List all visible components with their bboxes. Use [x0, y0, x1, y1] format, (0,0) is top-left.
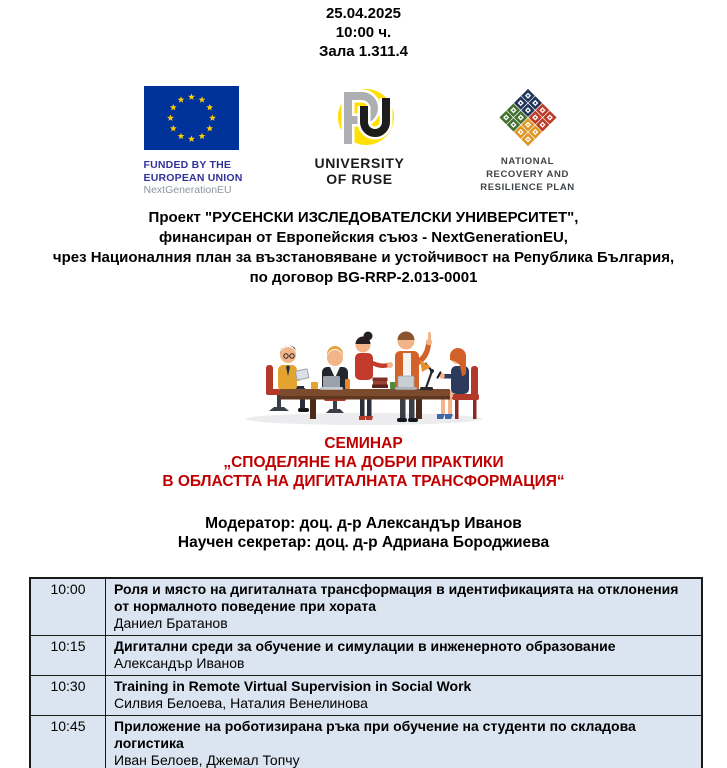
event-time: 10:00 ч. — [335, 24, 392, 41]
university-caption-line2: OF RUSE — [326, 171, 393, 187]
eu-flag-icon — [144, 86, 239, 150]
event-date: 25.04.2025 — [325, 5, 402, 22]
schedule-table — [29, 577, 703, 768]
seminar-title-line2: В ОБЛАСТТА НА ДИГИТАЛНАТА ТРАНСФОРМАЦИЯ“ — [162, 473, 565, 490]
university-of-ruse-emblem-icon — [308, 86, 412, 150]
project-line4: по договор BG-RRP-2.013-0001 — [249, 269, 478, 286]
project-description — [0, 208, 727, 288]
project-line1: Проект "РУСЕНСКИ ИЗСЛЕДОВАТЕЛСКИ УНИВЕРСИТЕТ", — [148, 209, 579, 226]
talk-title: Дигитални среди за обучение и симулации в инженерното образование — [114, 638, 616, 654]
schedule-table-wrap — [29, 577, 703, 768]
logos-row — [0, 86, 727, 197]
seminar-label: СЕМИНАР — [324, 435, 403, 452]
seminar-title-line1: „СПОДЕЛЯНЕ НА ДОБРИ ПРАКТИКИ — [223, 454, 504, 471]
moderator-line: Модератор: доц. д-р Александър Иванов — [205, 515, 522, 532]
talk-speakers: Даниел Братанов — [114, 615, 228, 631]
recovery-caption-line1: NATIONAL — [500, 156, 555, 167]
talk-cell — [106, 578, 703, 636]
table-row — [30, 578, 702, 636]
talk-speakers: Александър Иванов — [114, 655, 245, 671]
eu-subcaption: NextGenerationEU — [143, 184, 232, 196]
event-room: Зала 1.311.4 — [319, 43, 408, 60]
university-of-ruse-logo — [304, 86, 416, 187]
recovery-plan-logo — [472, 86, 584, 194]
eu-caption-line1: FUNDED BY THE — [143, 159, 232, 171]
table-row — [30, 636, 702, 676]
table-row — [30, 716, 702, 768]
talk-speakers: Иван Белоев, Джемал Топчу — [114, 752, 300, 768]
event-datetime-block — [0, 4, 727, 61]
talk-time: 10:45 — [30, 716, 106, 768]
university-caption-line1: UNIVERSITY — [314, 155, 405, 171]
recovery-caption-line2: RECOVERY AND — [486, 169, 569, 180]
team-meeting-illustration — [224, 310, 504, 433]
recovery-plan-emblem-icon — [478, 86, 578, 150]
talk-time: 10:30 — [30, 676, 106, 716]
talk-speakers: Силвия Белоева, Наталия Венелинова — [114, 695, 368, 711]
talk-cell — [106, 636, 703, 676]
talk-cell — [106, 676, 703, 716]
talk-time: 10:00 — [30, 578, 106, 636]
talk-title: Роля и място на дигиталната трансформация в идентификацията на отклонения от нормалното поведение при хората — [114, 581, 679, 614]
talk-title: Приложение на роботизирана ръка при обучение на студенти по складова логистика — [114, 718, 636, 751]
recovery-caption-line3: RESILIENCE PLAN — [480, 182, 575, 193]
project-line2: финансиран от Европейския съюз - NextGenerationEU, — [159, 229, 568, 246]
talk-time: 10:15 — [30, 636, 106, 676]
eu-caption-line2: EUROPEAN UNION — [143, 171, 243, 184]
seminar-title-block — [0, 434, 727, 491]
eu-funding-logo — [144, 86, 248, 197]
organizers-block — [0, 514, 727, 552]
project-line3: чрез Националния план за възстановяване и устойчивост на Република България, — [52, 249, 675, 266]
talk-title: Training in Remote Virtual Supervision in Social Work — [114, 678, 472, 694]
secretary-line: Научен секретар: доц. д-р Адриана Бороджиева — [177, 534, 550, 551]
talk-cell — [106, 716, 703, 768]
table-row — [30, 676, 702, 716]
